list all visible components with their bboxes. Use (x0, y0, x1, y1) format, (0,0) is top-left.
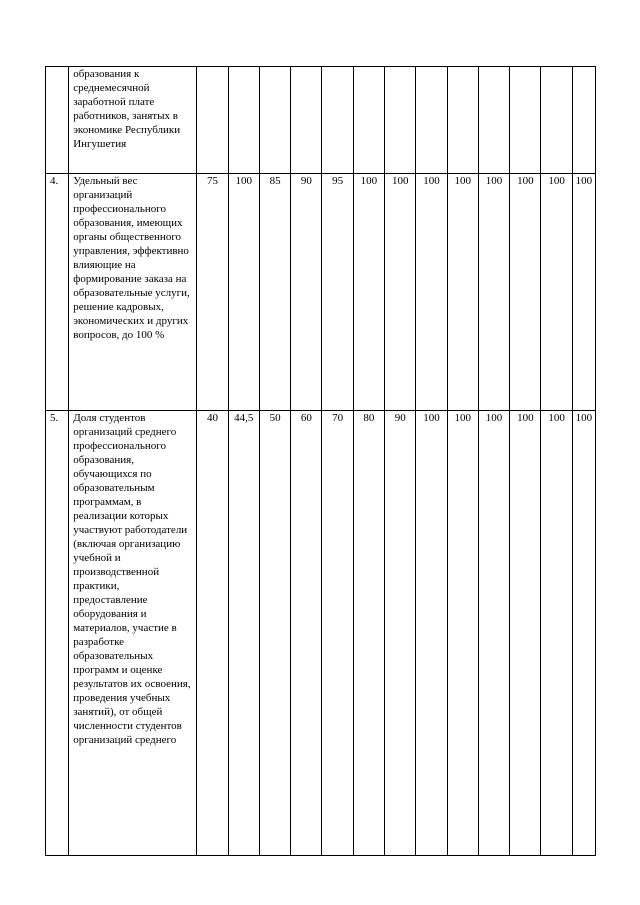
year-value: 100 (541, 174, 572, 411)
year-value: 100 (478, 411, 509, 856)
year-value: 60 (291, 411, 322, 856)
year-value: 100 (447, 174, 478, 411)
year-value (541, 67, 572, 174)
year-value (416, 67, 447, 174)
table-row (46, 174, 596, 411)
year-value: 100 (510, 411, 541, 856)
year-value: 100 (353, 174, 384, 411)
indicator-text: Доля студентов организаций среднего профессионального образования, обучающихся по образовательным программам, в реализации которых участвуют работодатели (включая организацию учебной и производственной практики, предоставление оборудования и материалов, участие в разработке образовательных программ и оценке результатов их освоения, проведения учебных занятий), от общей численности студентов организаций среднего (73, 412, 191, 746)
row-number: 4. (46, 174, 69, 411)
year-value (291, 67, 322, 174)
year-value: 100 (541, 411, 572, 856)
year-value: 100 (416, 411, 447, 856)
year-value: 100 (478, 174, 509, 411)
year-value: 100 (416, 174, 447, 411)
year-value: 80 (353, 411, 384, 856)
year-value: 85 (259, 174, 290, 411)
indicators-table (45, 66, 596, 856)
year-value (385, 67, 416, 174)
year-value: 100 (447, 411, 478, 856)
year-value (572, 67, 595, 174)
row-number (46, 67, 69, 174)
year-value: 44,5 (228, 411, 259, 856)
year-value: 90 (291, 174, 322, 411)
year-value: 95 (322, 174, 353, 411)
year-value: 100 (385, 174, 416, 411)
year-value: 75 (197, 174, 228, 411)
year-value (228, 67, 259, 174)
year-value (259, 67, 290, 174)
year-value: 40 (197, 411, 228, 856)
year-value: 50 (259, 411, 290, 856)
year-value: 100 (572, 174, 595, 411)
indicator-description (69, 174, 197, 411)
indicator-text: Удельный вес организаций профессионального образования, имеющих органы общественного управления, эффективно влияющие на формирование заказа на образовательные услуги, решение кадровых, экономических и других вопросов, до 100 % (73, 175, 190, 341)
indicator-description (69, 67, 197, 174)
year-value (510, 67, 541, 174)
year-value (197, 67, 228, 174)
year-value: 100 (572, 411, 595, 856)
year-value (353, 67, 384, 174)
indicator-description (69, 411, 197, 856)
year-value: 70 (322, 411, 353, 856)
year-value (447, 67, 478, 174)
year-value: 90 (385, 411, 416, 856)
year-value: 100 (510, 174, 541, 411)
indicator-text: образования к среднемесячной заработной плате работников, занятых в экономике Республики Ингушетия (73, 68, 181, 150)
year-value: 100 (228, 174, 259, 411)
row-number: 5. (46, 411, 69, 856)
table-row (46, 67, 596, 174)
year-value (322, 67, 353, 174)
year-value (478, 67, 509, 174)
table-row (46, 411, 596, 856)
